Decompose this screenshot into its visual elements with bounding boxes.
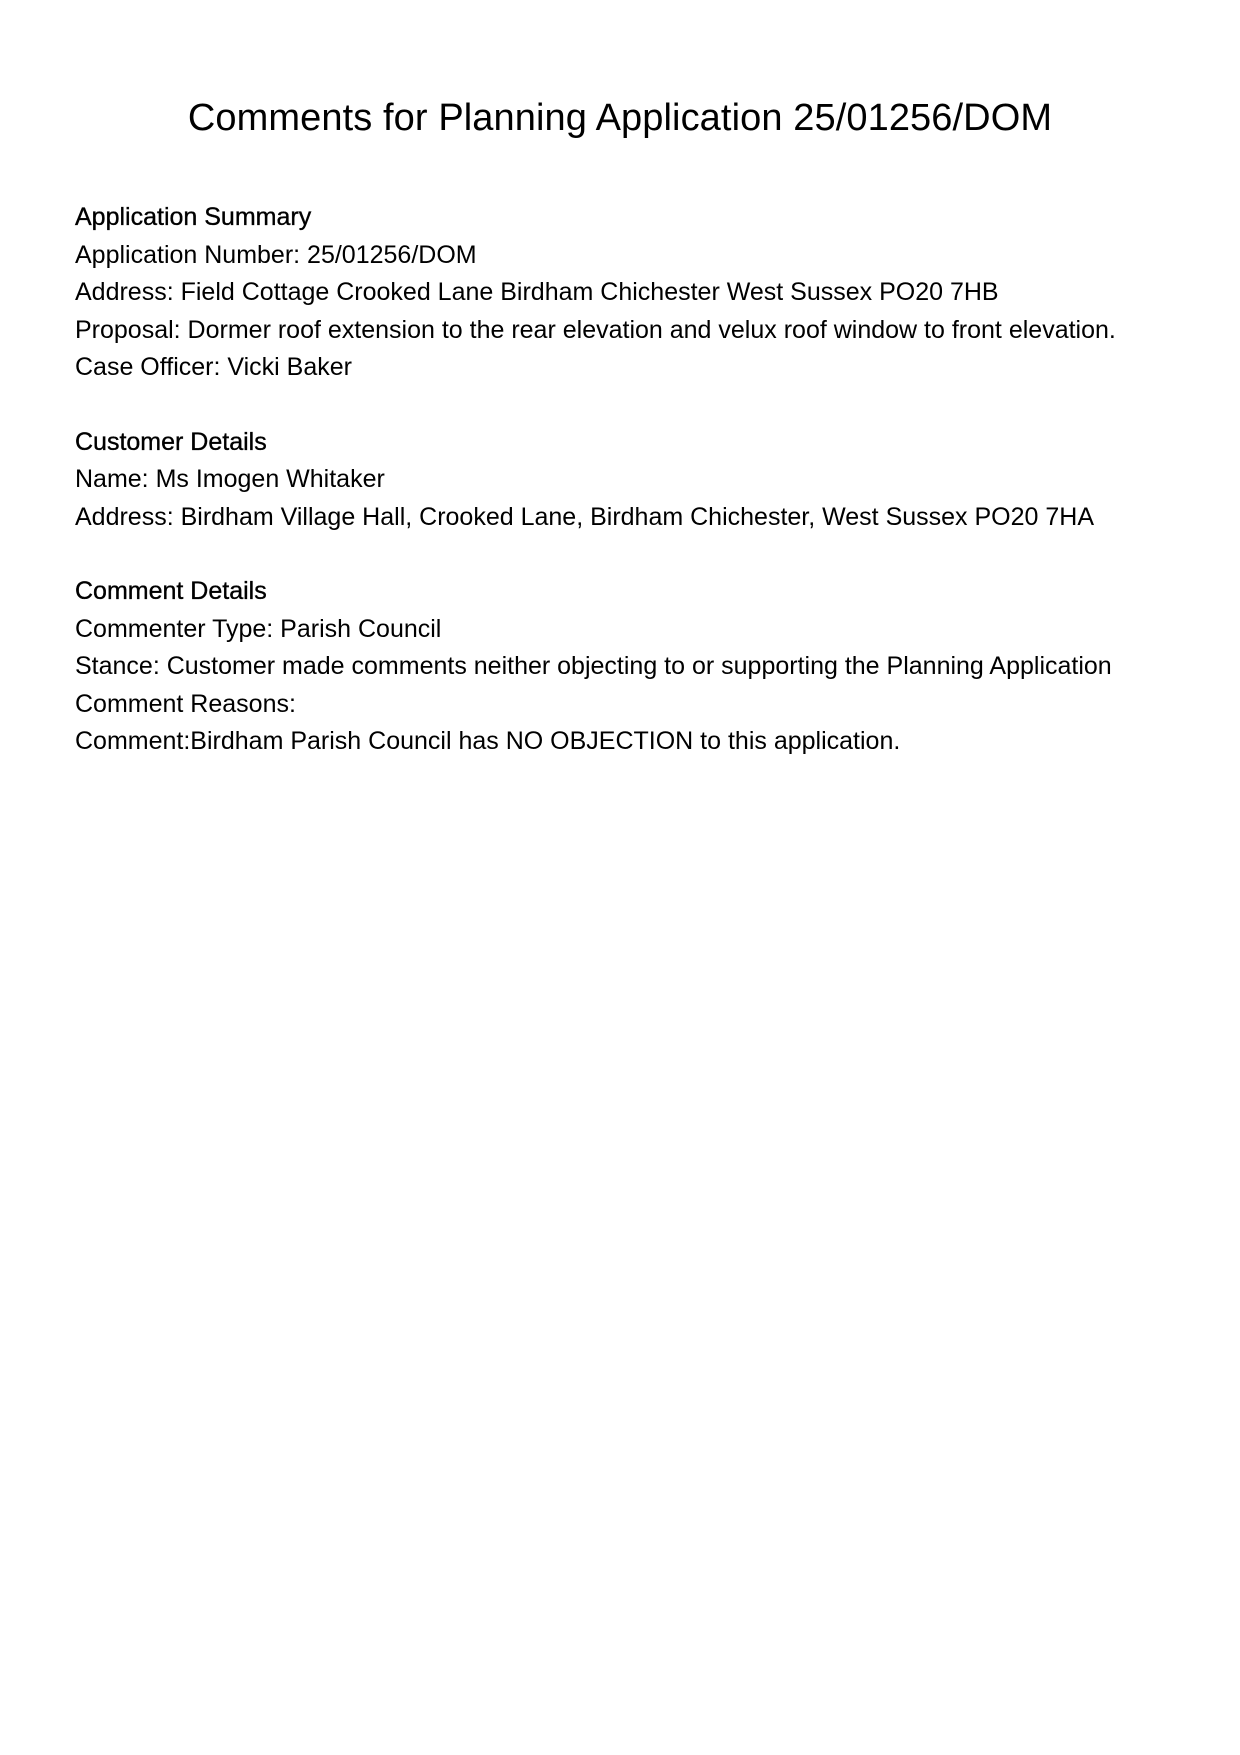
application-summary-section: [75, 199, 1175, 387]
application-proposal: Proposal: Dormer roof extension to the rear elevation and velux roof window to front elevation.: [75, 315, 1116, 344]
customer-details-heading: Customer Details: [75, 427, 267, 456]
application-address: Address: Field Cottage Crooked Lane Birdham Chichester West Sussex PO20 7HB: [75, 278, 999, 306]
comment-stance: Stance: Customer made comments neither objecting to or supporting the Planning Application: [75, 652, 1112, 680]
comment-text: Comment:Birdham Parish Council has NO OBJECTION to this application.: [75, 727, 901, 755]
case-officer: Case Officer: Vicki Baker: [75, 353, 352, 381]
customer-details-section: [75, 424, 1175, 537]
comment-details-heading: Comment Details: [75, 577, 267, 605]
comment-reasons: Comment Reasons:: [75, 689, 296, 718]
application-summary-heading: Application Summary: [75, 203, 312, 231]
application-number: Application Number: 25/01256/DOM: [75, 240, 477, 269]
customer-address: Address: Birdham Village Hall, Crooked Lane, Birdham Chichester, West Sussex PO20 7HA: [75, 502, 1095, 531]
commenter-type: Commenter Type: Parish Council: [75, 614, 442, 643]
customer-name: Name: Ms Imogen Whitaker: [75, 465, 385, 493]
page-title: Comments for Planning Application 25/01256/DOM: [187, 97, 1053, 139]
comment-details-section: [75, 573, 1175, 761]
document-body: [75, 199, 1175, 798]
